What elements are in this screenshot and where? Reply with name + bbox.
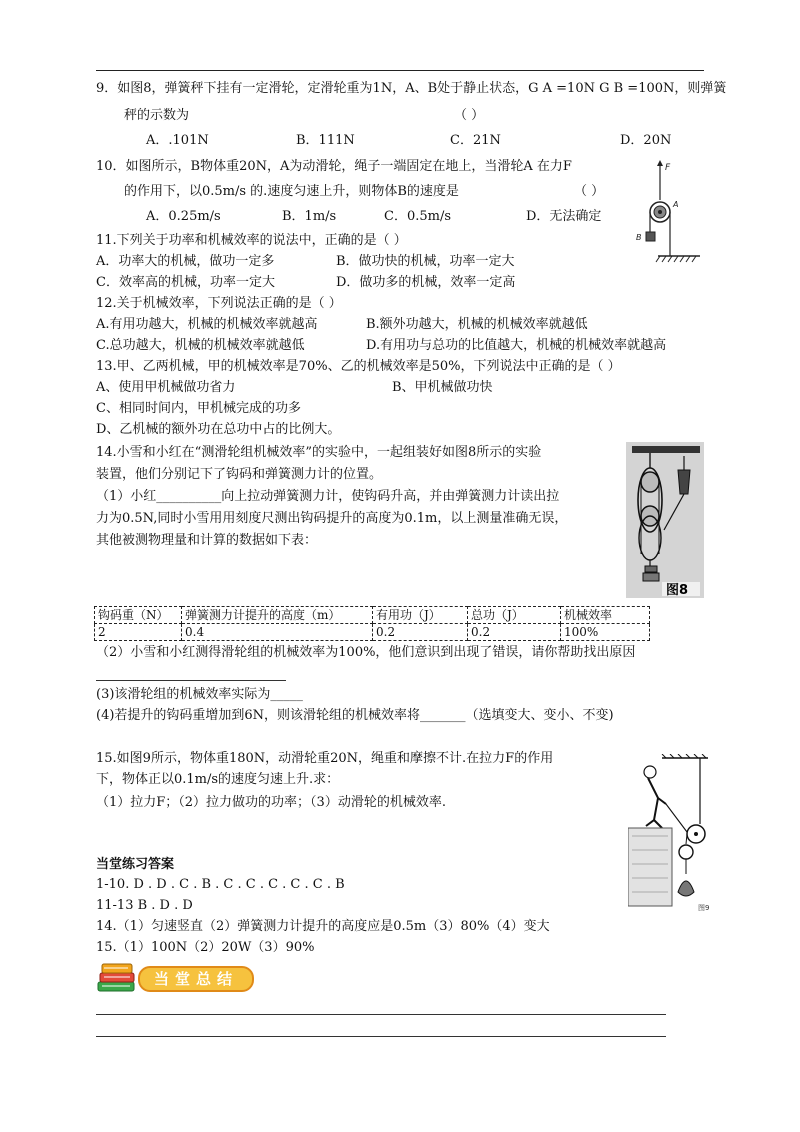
q14-part1-line3: 其他被测物理量和计算的数据如下表： — [96, 533, 318, 548]
figure-8-label: 图8 — [666, 583, 689, 598]
summary-writing-line-2 — [96, 1036, 666, 1037]
q9-answer-paren: （ ） — [454, 108, 485, 123]
answers-line-11-13: 11-13 B . D . D — [96, 898, 193, 913]
label-f: F — [665, 163, 671, 173]
table-header-cell: 弹簧测力计提升的高度（m） — [182, 607, 373, 624]
q9-option-a: A．.101N — [146, 133, 209, 148]
q13-option-b: B、甲机械做功快 — [392, 380, 493, 395]
q12-option-a: A.有用功越大，机械的机械效率就越高 — [96, 317, 318, 332]
figure-9-label: 图9 — [698, 904, 710, 912]
q15-stem-line3: （1）拉力F；（2）拉力做功的功率；（3）动滑轮的机械效率. — [96, 795, 446, 810]
q14-part2-answer-line — [96, 680, 286, 681]
q14-stem-line2: 装置，他们分别记下了钩码和弹簧测力计的位置。 — [96, 467, 383, 482]
top-rule — [96, 70, 704, 71]
pulley-block-figure-8 — [626, 442, 704, 598]
table-cell: 0.2 — [373, 624, 468, 641]
table-header-row — [95, 607, 650, 624]
q11-option-a: A．功率大的机械，做功一定多 — [96, 254, 275, 269]
q10-option-d: D．无法确定 — [526, 209, 602, 224]
q9-option-b: B．111N — [296, 133, 355, 148]
table-header-cell: 总功（J） — [468, 607, 561, 624]
pulley-figure-q10 — [630, 158, 704, 270]
q11-stem: 11.下列关于功率和机械效率的说法中，正确的是（ ） — [96, 233, 407, 248]
books-icon — [96, 960, 140, 994]
q10-stem-line1: 10．如图所示，B物体重20N，A为动滑轮，绳子一端固定在地上，当滑轮A 在力F — [96, 159, 572, 174]
q10-option-c: C．0.5m/s — [384, 209, 451, 224]
table-row — [95, 624, 650, 641]
q14-data-table — [94, 606, 650, 641]
q12-option-b: B.额外功越大，机械的机械效率就越低 — [366, 317, 588, 332]
table-cell: 2 — [95, 624, 182, 641]
q12-option-d: D.有用功与总功的比值越大，机械的机械效率就越高 — [366, 338, 667, 353]
q13-option-a: A、使用甲机械做功省力 — [96, 380, 236, 395]
answers-line-15: 15.（1）100N（2）20W（3）90% — [96, 940, 315, 955]
q14-part1-line1: （1）小红__________向上拉动弹簧测力计，使钩码升高，并由弹簧测力计读出拉 — [96, 489, 560, 504]
q9-stem-line1: 9．如图8，弹簧秤下挂有一定滑轮，定滑轮重为1N，A、B处于静止状态，G A =10N G B =100N，则弹簧 — [96, 81, 727, 96]
summary-writing-line-1 — [96, 1014, 666, 1015]
q11-option-b: B．做功快的机械，功率一定大 — [336, 254, 515, 269]
q10-option-b: B．1m/s — [282, 209, 337, 224]
label-a: A — [673, 200, 679, 209]
q15-stem-line2: 下，物体正以0.1m/s的速度匀速上升.求： — [96, 772, 340, 787]
q11-option-c: C．效率高的机械，功率一定大 — [96, 275, 275, 290]
table-header-cell: 有用功（J） — [373, 607, 468, 624]
q13-option-d: D、乙机械的额外功在总功中占的比例大。 — [96, 422, 341, 437]
label-b: B — [636, 233, 642, 242]
answers-heading: 当堂练习答案 — [96, 857, 175, 872]
q9-option-d: D．20N — [620, 133, 672, 148]
table-header-cell: 钩码重（N） — [95, 607, 182, 624]
q12-stem: 12.关于机械效率，下列说法正确的是（ ） — [96, 296, 342, 311]
q14-part3: (3)该滑轮组的机械效率实际为_____ — [96, 687, 303, 702]
q13-stem: 13.甲、乙两机械，甲的机械效率是70%、乙的机械效率是50%，下列说法中正确的是（ ） — [96, 359, 621, 374]
table-cell: 0.4 — [182, 624, 373, 641]
q15-stem-line1: 15.如图9所示，物体重180N，动滑轮重20N，绳重和摩擦不计.在拉力F的作用 — [96, 751, 554, 766]
q11-option-d: D．做功多的机械，效率一定高 — [336, 275, 516, 290]
summary-banner-label: 当堂总结 — [138, 966, 254, 992]
q9-stem-line2: 秤的示数为 — [124, 108, 190, 123]
man-pulling-rope-figure-9 — [628, 754, 712, 914]
q10-stem-line2: 的作用下，以0.5m/s 的.速度匀速上升，则物体B的速度是 — [124, 184, 459, 199]
q13-option-c: C、相同时间内，甲机械完成的功多 — [96, 401, 301, 416]
q14-part4: (4)若提升的钩码重增加到6N，则该滑轮组的机械效率将_______（选填变大、变小、不变) — [96, 708, 614, 723]
q14-part1-line2: 力为0.5N,同时小雪用用刻度尺测出钩码提升的高度为0.1m，以上测量准确无误， — [96, 511, 568, 526]
q14-part2: （2）小雪和小红测得滑轮组的机械效率为100%，他们意识到出现了错误，请你帮助找出原因 — [96, 645, 636, 660]
summary-banner — [96, 960, 258, 994]
table-header-cell: 机械效率 — [561, 607, 650, 624]
q10-answer-paren: （ ） — [574, 184, 605, 199]
q14-stem-line1: 14.小雪和小红在“测滑轮组机械效率”的实验中，一起组装好如图8所示的实验 — [96, 445, 542, 460]
table-cell: 100% — [561, 624, 650, 641]
q12-option-c: C.总功越大，机械的机械效率就越低 — [96, 338, 305, 353]
answers-line-14: 14.（1）匀速竖直（2）弹簧测力计提升的高度应是0.5m（3）80%（4）变大 — [96, 919, 550, 934]
q9-option-c: C．21N — [450, 133, 501, 148]
table-cell: 0.2 — [468, 624, 561, 641]
q10-option-a: A．0.25m/s — [146, 209, 221, 224]
answers-line-1-10: 1-10. D . D . C . B . C . C . C . C . C . B — [96, 877, 345, 892]
